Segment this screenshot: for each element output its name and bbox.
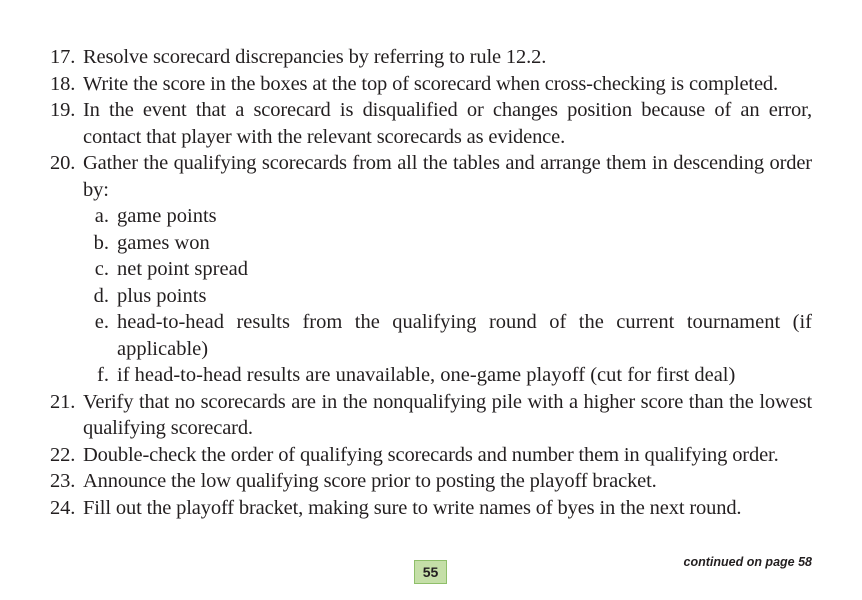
- list-item: [50, 389, 812, 442]
- list-item: [50, 97, 812, 150]
- sub-item-text: plus points: [117, 284, 207, 307]
- item-number: 20.: [50, 152, 76, 174]
- item-text: In the event that a scorecard is disqualified or changes position because of an error, contact that player with the relevant scorecards as evidence.: [83, 99, 812, 148]
- item-text: Double-check the order of qualifying scorecards and number them in qualifying order.: [83, 443, 779, 466]
- item-number: 22.: [50, 443, 76, 466]
- sub-item-text: if head-to-head results are unavailable, one-game playoff (cut for first deal): [117, 364, 736, 386]
- list-item: [50, 150, 812, 203]
- item-number: 18.: [50, 72, 76, 95]
- sub-item-letter: d.: [93, 284, 109, 307]
- item-text: Resolve scorecard discrepancies by referring to rule 12.2.: [83, 46, 547, 68]
- list-item: [50, 442, 812, 469]
- item-text: Gather the qualifying scorecards from all the tables and arrange them in descending order by:: [83, 152, 812, 201]
- item-text: Write the score in the boxes at the top of scorecard when cross-checking is completed.: [83, 72, 778, 95]
- sub-item-letter: c.: [94, 258, 109, 280]
- sub-list-item: [50, 256, 812, 283]
- rules-list: [50, 44, 812, 521]
- item-number: 23.: [50, 470, 76, 492]
- sub-list-item: [50, 230, 812, 257]
- sub-item-letter: a.: [94, 205, 109, 227]
- item-text: Verify that no scorecards are in the nonqualifying pile with a higher score than the lowest qualifying scorecard.: [83, 390, 812, 439]
- sub-item-letter: f.: [97, 364, 109, 386]
- item-number: 19.: [50, 99, 76, 121]
- item-number: 21.: [50, 390, 76, 413]
- item-number: 17.: [50, 46, 76, 68]
- item-number: 24.: [50, 496, 76, 519]
- sub-item-text: games won: [117, 231, 210, 254]
- sub-item-letter: b.: [93, 231, 109, 254]
- list-item: [50, 495, 812, 522]
- page-number: 55: [414, 560, 447, 584]
- sub-item-text: game points: [117, 205, 217, 227]
- list-item: [50, 468, 812, 495]
- sub-item-text: net point spread: [117, 258, 248, 280]
- sub-list-item: [50, 309, 812, 362]
- sub-list-item: [50, 362, 812, 389]
- item-text: Announce the low qualifying score prior to posting the playoff bracket.: [83, 470, 657, 492]
- list-item: [50, 44, 812, 71]
- continued-note: continued on page 58: [683, 555, 812, 569]
- list-item: [50, 71, 812, 98]
- sub-item-letter: e.: [94, 311, 109, 333]
- sub-list-item: [50, 203, 812, 230]
- item-text: Fill out the playoff bracket, making sure to write names of byes in the next round.: [83, 496, 742, 519]
- sub-item-text: head-to-head results from the qualifying round of the current tournament (if applicable): [117, 311, 812, 360]
- sub-list-item: [50, 283, 812, 310]
